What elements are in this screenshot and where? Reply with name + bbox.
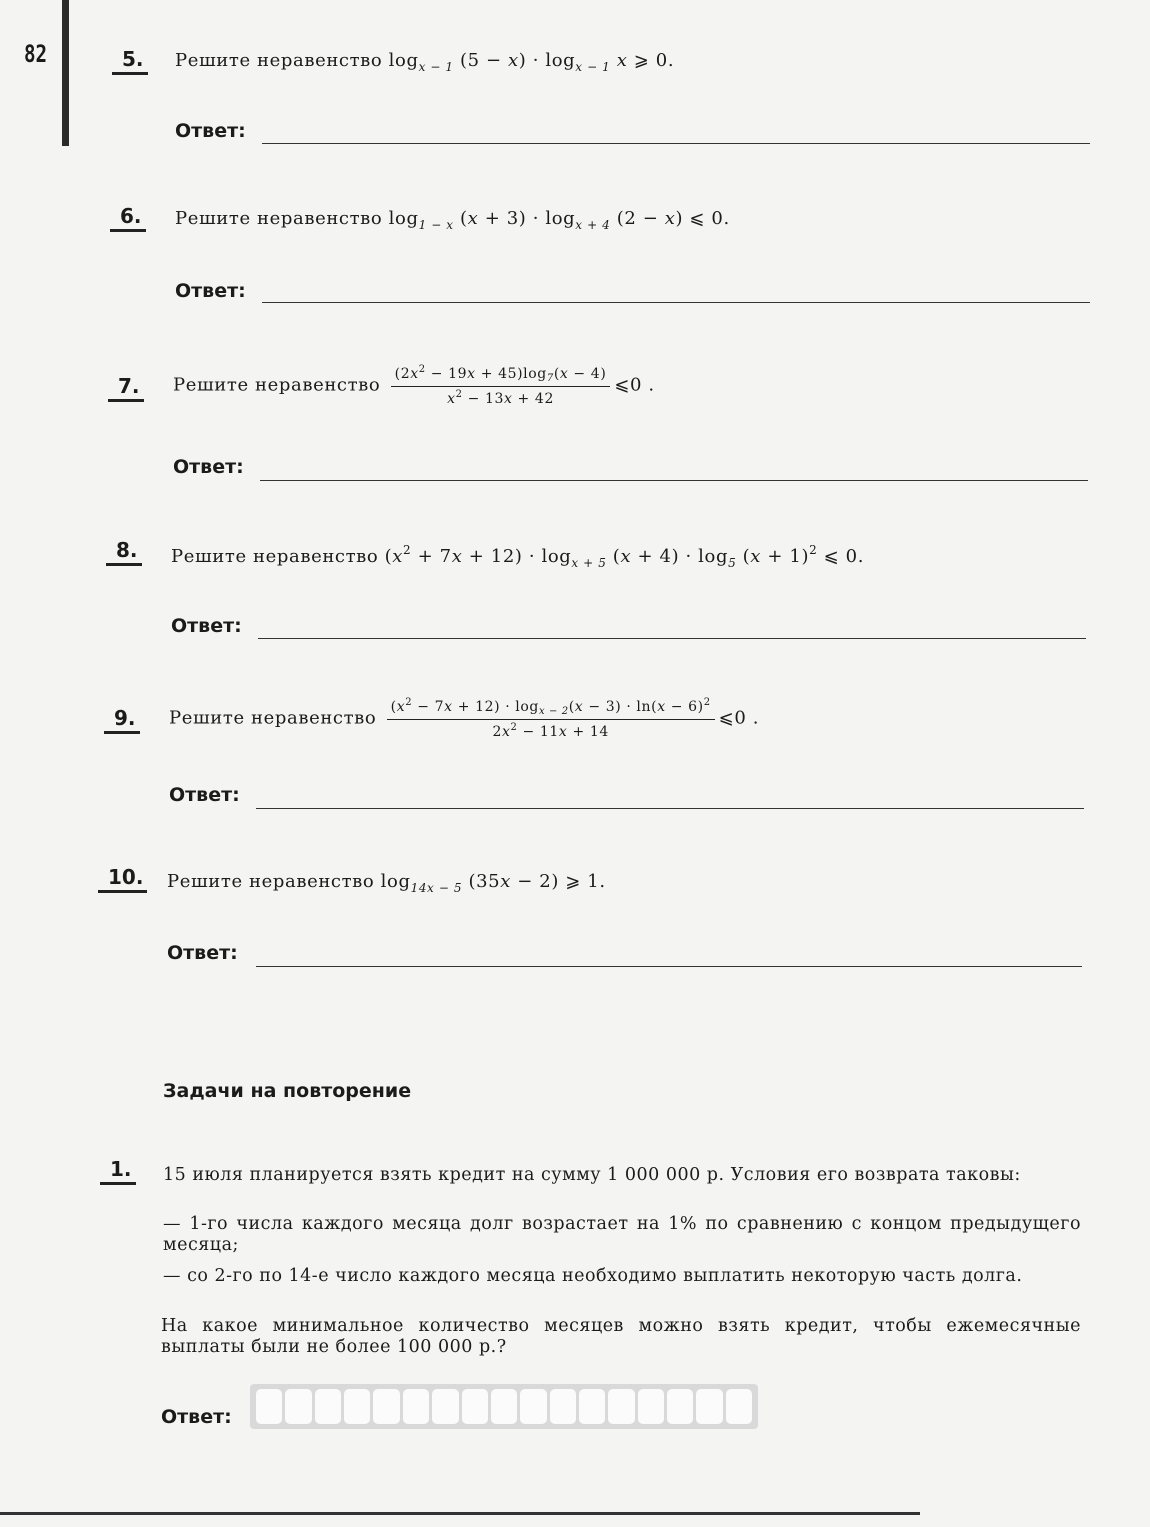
answer-cell[interactable] [667,1389,693,1424]
answer-cell[interactable] [491,1389,517,1424]
answer-field[interactable] [256,808,1084,809]
bottom-rule [0,1512,920,1515]
page-number: 82 [24,40,48,68]
task-statement: Решите неравенство $\log_{x - 1} (5 - x) \cdot \log_{x - 1} x$ ⩾ 0. [175,50,675,74]
task-number: 9. [104,707,140,734]
answer-cell[interactable] [256,1389,282,1424]
problem-intro: 15 июля планируется взять кредит на сумму 1 000 000 р. Условия его возврата таковы: [163,1165,1021,1185]
task-statement: Решите неравенство $(x^2 + 7x + 12) \cdot \log_{x + 5} (x + 4) \cdot \log_5 (x + 1)^2$ ⩽ 0. [171,543,865,570]
answer-cell[interactable] [608,1389,634,1424]
problem-condition: — со 2-го по 14-е число каждого месяца необходимо выплатить некоторую часть долга. [163,1266,1023,1286]
task-statement: Решите неравенство $\log_{14x - 5} (35x - 2)$ ⩾ 1. [167,871,606,895]
answer-label: Ответ: [167,942,238,964]
answer-field[interactable] [262,302,1090,303]
answer-label: Ответ: [175,120,246,142]
problem-condition: — 1-го числа каждого месяца долг возрастает на 1% по сравнению с концом предыдущего месяца; [163,1214,1081,1255]
answer-label: Ответ: [175,280,246,302]
task-statement: Решите неравенство $\frac{(2x^2 - 19x + 45)\log_7(x - 4)}{x^2 - 13x + 42}$ ⩽0 . [173,364,655,407]
answer-cell[interactable] [373,1389,399,1424]
answer-field[interactable] [258,638,1086,639]
task-number: 8. [106,539,142,566]
task-number: 1. [100,1158,136,1185]
answer-field[interactable] [262,143,1090,144]
answer-cell[interactable] [432,1389,458,1424]
section-title: Задачи на повторение [163,1080,412,1102]
margin-rule [62,0,69,146]
answer-cell[interactable] [285,1389,311,1424]
answer-cell[interactable] [462,1389,488,1424]
answer-cell[interactable] [726,1389,752,1424]
task-number: 5. [112,48,148,75]
task-statement: Решите неравенство $\frac{(x^2 - 7x + 12) \cdot \log_{x - 2}(x - 3) \cdot \ln(x - 6)^2}{2x^2 - 11x + 14}$ ⩽0 . [169,697,760,740]
answer-cell[interactable] [344,1389,370,1424]
task-number: 6. [110,205,146,232]
answer-field[interactable] [256,966,1082,967]
answer-label: Ответ: [161,1406,232,1428]
answer-field[interactable] [260,480,1088,481]
answer-cell[interactable] [550,1389,576,1424]
answer-cell[interactable] [579,1389,605,1424]
answer-cell[interactable] [315,1389,341,1424]
task-number: 10. [98,866,147,893]
answer-label: Ответ: [169,784,240,806]
answer-label: Ответ: [173,456,244,478]
answer-cell[interactable] [696,1389,722,1424]
answer-label: Ответ: [171,615,242,637]
answer-cell[interactable] [403,1389,429,1424]
answer-cell[interactable] [520,1389,546,1424]
answer-cells[interactable] [250,1384,758,1429]
task-statement: Решите неравенство $\log_{1 - x} (x + 3) \cdot \log_{x + 4} (2 - x)$ ⩽ 0. [175,208,730,232]
answer-cell[interactable] [638,1389,664,1424]
problem-question: На какое минимальное количество месяцев можно взять кредит, чтобы ежемесячные выплаты были не более 100 000 р.? [161,1316,1081,1357]
task-number: 7. [108,375,144,402]
